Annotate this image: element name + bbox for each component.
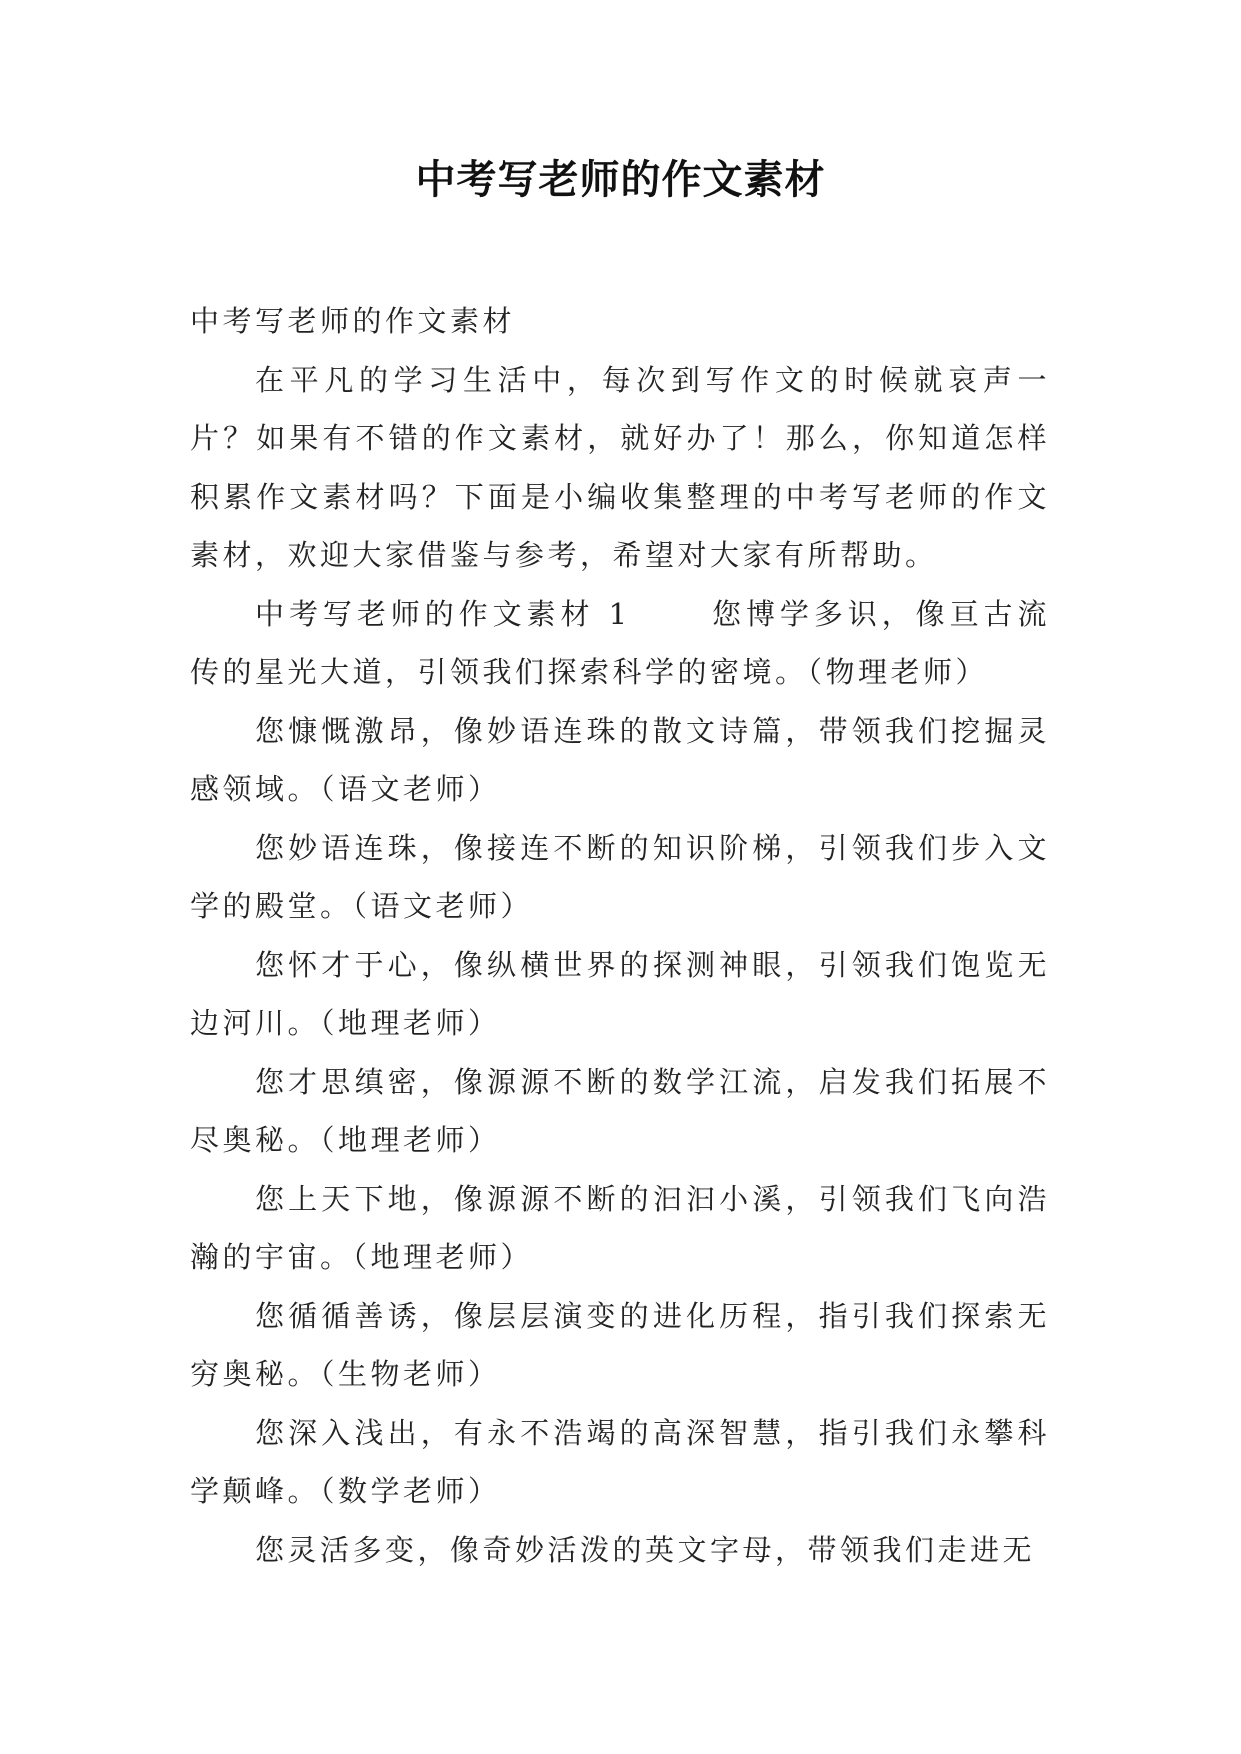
body-paragraph: 您循循善诱，像层层演变的进化历程，指引我们探索无穷奥秘。（生物老师）: [190, 1298, 1050, 1391]
body-paragraph: 您妙语连珠，像接连不断的知识阶梯，引领我们步入文学的殿堂。（语文老师）: [190, 830, 1050, 923]
section-first-paragraph: [190, 585, 1050, 702]
document-title: 中考写老师的作文素材: [415, 156, 826, 203]
body-paragraph: 您慷慨激昂，像妙语连珠的散文诗篇，带领我们挖掘灵感领域。（语文老师）: [190, 713, 1050, 806]
body-paragraph: 您灵活多变，像奇妙活泼的英文字母，带领我们走进无: [255, 1532, 1036, 1567]
document-body: [190, 292, 1050, 1579]
body-paragraph: 您才思缜密，像源源不断的数学江流，启发我们拓展不尽奥秘。（地理老师）: [190, 1064, 1050, 1157]
document-subtitle: 中考写老师的作文素材: [190, 304, 516, 338]
section-heading: 中考写老师的作文素材 1: [255, 596, 631, 631]
intro-paragraph: 在平凡的学习生活中，每次到写作文的时候就哀声一片？如果有不错的作文素材，就好办了！那么，你知道怎样积累作文素材吗？下面是小编收集整理的中考写老师的作文素材，欢迎大家借鉴与参考，希望对大家有所帮助。: [190, 362, 1050, 572]
paragraph-text: 您博学多识，像亘古流传的星光大道，引领我们探索科学的密境。（物理老师）: [190, 596, 1050, 689]
body-paragraph: 您深入浅出，有永不浩竭的高深智慧，指引我们永攀科学颠峰。（数学老师）: [190, 1415, 1050, 1508]
body-paragraph: 您上天下地，像源源不断的汩汩小溪，引领我们飞向浩瀚的宇宙。（地理老师）: [190, 1181, 1050, 1274]
body-paragraph: 您怀才于心，像纵横世界的探测神眼，引领我们饱览无边河川。（地理老师）: [190, 947, 1050, 1040]
